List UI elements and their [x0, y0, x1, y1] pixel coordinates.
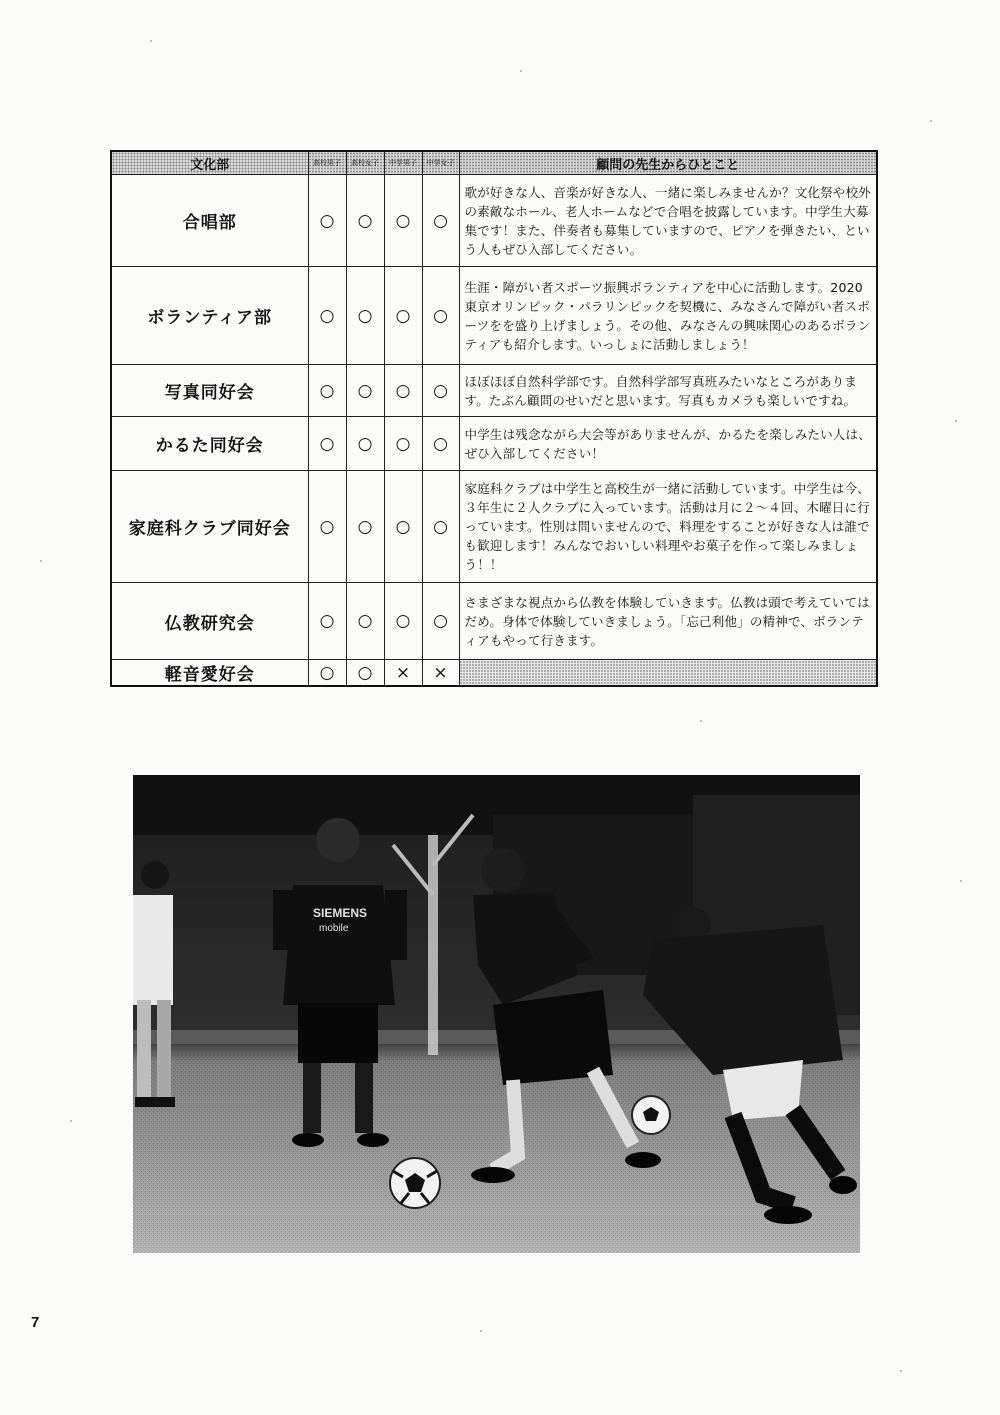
- culture-clubs-table: [110, 150, 878, 687]
- advisor-comment: [459, 660, 877, 687]
- hs-girls-mark: ○: [346, 471, 384, 583]
- hs-boys-mark: ○: [308, 175, 346, 267]
- jhs-girls-mark: ○: [422, 267, 459, 365]
- club-name: 合唱部: [111, 175, 308, 267]
- table-row: [111, 471, 877, 583]
- hs-girls-mark: ○: [346, 417, 384, 471]
- jhs-boys-mark: ○: [384, 365, 422, 417]
- jhs-girls-mark: ○: [422, 417, 459, 471]
- club-name: 家庭科クラブ同好会: [111, 471, 308, 583]
- header-jhs-boys: 中学男子: [384, 151, 422, 175]
- header-jhs-girls: 中学女子: [422, 151, 459, 175]
- club-name: 写真同好会: [111, 365, 308, 417]
- advisor-comment: 生涯・障がい者スポーツ振興ボランティアを中心に活動します。2020東京オリンピック・パラリンピックを契機に、みなさんで障がい者スポーツをを盛り上げましょう。その他、みなさんの興味関心のあるボランティアも紹介します。いっしょに活動しましょう！: [459, 267, 877, 365]
- advisor-comment: ほぼほぼ自然科学部です。自然科学部写真班みたいなところがあります。たぶん顧問のせいだと思います。写真もカメラも楽しいですね。: [459, 365, 877, 417]
- scan-speck: [520, 70, 522, 72]
- scan-speck: [150, 40, 152, 42]
- jhs-boys-mark: ○: [384, 417, 422, 471]
- club-name: 仏教研究会: [111, 583, 308, 660]
- scan-speck: [955, 420, 957, 422]
- hs-girls-mark: ○: [346, 583, 384, 660]
- table-header-row: [111, 151, 877, 175]
- header-comment: 顧問の先生からひとこと: [459, 151, 877, 175]
- scan-speck: [700, 720, 702, 722]
- jhs-girls-mark: ○: [422, 583, 459, 660]
- hs-boys-mark: ○: [308, 365, 346, 417]
- jhs-boys-mark: ○: [384, 471, 422, 583]
- scan-speck: [70, 1120, 72, 1122]
- hs-girls-mark: ○: [346, 365, 384, 417]
- hs-girls-mark: ○: [346, 175, 384, 267]
- hs-boys-mark: ○: [308, 471, 346, 583]
- table-row: [111, 175, 877, 267]
- table-row: [111, 583, 877, 660]
- jhs-girls-mark: ○: [422, 365, 459, 417]
- table-row: [111, 660, 877, 687]
- advisor-comment: 歌が好きな人、音楽が好きな人、一緒に楽しみませんか？文化祭や校外の素敵なホール、老人ホームなどで合唱を披露しています。中学生大募集です！また、伴奏者も募集していますので、ピアノを弾きたい、という人もぜひ入部してください。: [459, 175, 877, 267]
- hs-girls-mark: ○: [346, 660, 384, 687]
- jhs-boys-mark: ○: [384, 267, 422, 365]
- jhs-boys-mark: ○: [384, 175, 422, 267]
- jhs-boys-mark: ○: [384, 583, 422, 660]
- scan-speck: [930, 120, 932, 122]
- jersey-text-2: mobile: [319, 923, 349, 934]
- advisor-comment: 家庭科クラブは中学生と高校生が一緒に活動しています。中学生は今、３年生に２人クラブに入っています。活動は月に２～４回、木曜日に行っています。性別は問いませんので、料理をすることが好きな人は誰でも歓迎します！みんなでおいしい料理やお菓子を作って楽しみましょう！！: [459, 471, 877, 583]
- header-hs-boys: 高校男子: [308, 151, 346, 175]
- jhs-girls-mark: ×: [422, 660, 459, 687]
- club-name: 軽音愛好会: [111, 660, 308, 687]
- club-name: ボランティア部: [111, 267, 308, 365]
- page-number: 7: [31, 1314, 40, 1331]
- advisor-comment: さまざまな視点から仏教を体験していきます。仏教は頭で考えていてはだめ。身体で体験していきましょう。「忘己利他」の精神で、ボランティアもやって行きます。: [459, 583, 877, 660]
- scan-speck: [480, 1330, 482, 1332]
- hs-boys-mark: ○: [308, 417, 346, 471]
- jersey-text-1: SIEMENS: [313, 906, 368, 920]
- advisor-comment: 中学生は残念ながら大会等がありませんが、かるたを楽しみたい人は、ぜひ入部してください！: [459, 417, 877, 471]
- hs-girls-mark: ○: [346, 267, 384, 365]
- header-category: 文化部: [111, 151, 308, 175]
- header-hs-girls: 高校女子: [346, 151, 384, 175]
- jhs-girls-mark: ○: [422, 471, 459, 583]
- scan-speck: [40, 560, 42, 562]
- jhs-girls-mark: ○: [422, 175, 459, 267]
- soccer-ball: [632, 1096, 670, 1134]
- hs-boys-mark: ○: [308, 660, 346, 687]
- soccer-ball: [390, 1158, 440, 1208]
- scan-speck: [900, 1370, 902, 1372]
- hs-boys-mark: ○: [308, 583, 346, 660]
- club-name: かるた同好会: [111, 417, 308, 471]
- table-row: [111, 417, 877, 471]
- jhs-boys-mark: ×: [384, 660, 422, 687]
- table-row: [111, 365, 877, 417]
- scan-speck: [960, 880, 962, 882]
- table-row: [111, 267, 877, 365]
- soccer-photo: [133, 775, 860, 1253]
- hs-boys-mark: ○: [308, 267, 346, 365]
